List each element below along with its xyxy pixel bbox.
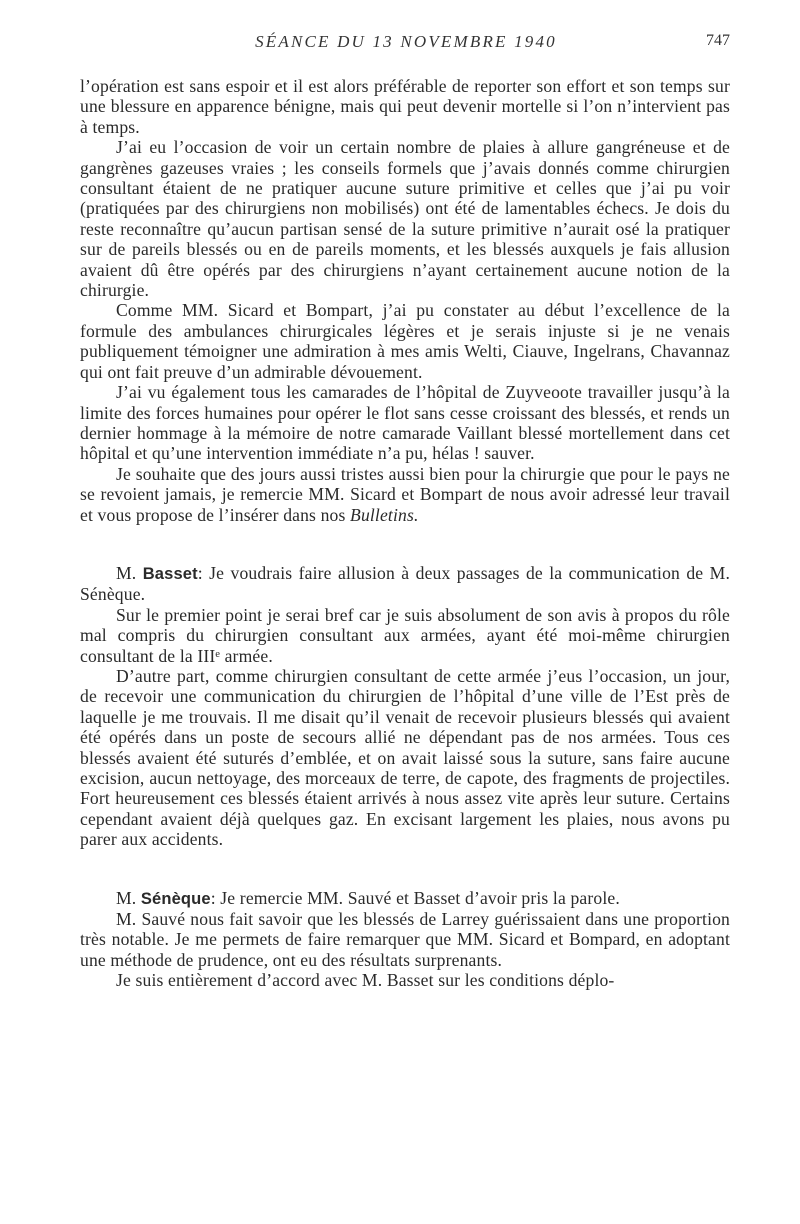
speaker-prefix: M. bbox=[116, 887, 141, 908]
page-body bbox=[80, 76, 730, 991]
paragraph-gangrene: J’ai eu l’occasion de voir un certain nombre de plaies à allure gangréneuse et de gangrènes gazeuses vraies ; les conseils formels que j’avais donnés comme chirurgien consultant étaient de ne pratiquer aucune suture primitive et celles que j’ai pu voir (pratiquées par des chirurgiens non mobilisés) ont été de lamentables échecs. Je dois du reste reconnaître qu’aucun partisan sensé de la suture primitive n’aurait osé la pratiquer sur de pareils blessés ou en de pareils moments, et les blessés auxquels je fais allusion avaient dû être opérés par des chirurgiens n’ayant certainement aucune notion de la chirurgie. bbox=[80, 137, 730, 301]
paragraph-zuyveoote: J’ai vu également tous les camarades de l’hôpital de Zuyveoote travailler jusqu’à la limite des forces humaines pour opérer le flot sans cesse croissant des blessés, et rends un dernier hommage à la mémoire de notre camarade Vaillant blessé mortellement dans cet hôpital et qu’une intervention immédiate n’a pu, hélas ! sauver. bbox=[80, 382, 730, 464]
speaker-name-seneque: Sénèque bbox=[140, 889, 211, 908]
running-title: SÉANCE DU 13 NOVEMBRE 1940 bbox=[255, 32, 557, 51]
paragraph-allied-post: D’autre part, comme chirurgien consultant de cette armée j’eus l’occasion, un jour, de recevoir une communication du chirurgien de l’hôpital d’une ville de l’Est près de laquelle je me trouvais. Il me disait qu’il venait de recevoir plusieurs blessés qui avaient été opérés dans un poste de secours allié ne dépendant pas de nos armées. Tous ces blessés avaient été suturés d’emblée, et on avait laissé sous la suture, sans faire aucune excision, aucun nettoyage, des morceaux de terre, de capote, des fragments de projectiles. Fort heureusement ces blessés étaient arrivés à nous assez vite après leur suture. Certains cependant avaient déjà quelques gaz. En excisant largement les plaies, nous avons pu parer aux accidents. bbox=[80, 665, 730, 850]
speech-seneque bbox=[80, 888, 730, 909]
paragraph-final: Je suis entièrement d’accord avec M. Basset sur les conditions déplo- bbox=[116, 970, 615, 991]
speaker-name-basset: Basset bbox=[142, 564, 198, 583]
journal-title: Bulletins. bbox=[350, 504, 419, 525]
paragraph-larrey: M. Sauvé nous fait savoir que les blessés de Larrey guérissaient dans une proportion très notable. Je me permets de faire remarquer que MM. Sicard et Bompard, en adoptant une méthode de prudence, ont eu des résultats surprenants. bbox=[80, 909, 730, 970]
page-header bbox=[82, 32, 730, 58]
speech-text-basset: : Je voudrais faire allusion à deux passages de la communication de M. Sénèque. bbox=[80, 562, 730, 605]
paragraph-consultant: Sur le premier point je serai bref car je suis absolument de son avis à propos du rôle mal compris du chirurgien consultant aux armées, ayant été moi-même chirurgien consultant de la IIIᵉ armée. bbox=[80, 604, 730, 666]
page-number: 747 bbox=[706, 32, 730, 49]
speech-text-seneque: : Je remercie MM. Sauvé et Basset d’avoir pris la parole. bbox=[210, 887, 620, 908]
speaker-prefix: M. bbox=[116, 562, 143, 583]
paragraph-ambulances: Comme MM. Sicard et Bompart, j’ai pu constater au début l’excellence de la formule des ambulances chirurgicales légères et je serais injuste si je ne venais publiquement témoigner une admiration à mes amis Welti, Ciauve, Ingelrans, Chavannaz qui ont fait preuve d’un admirable dévouement. bbox=[80, 300, 730, 382]
paragraph-conclusion bbox=[80, 464, 730, 525]
speech-basset bbox=[80, 563, 730, 605]
conclusion-text: Je souhaite que des jours aussi tristes aussi bien pour la chirurgie que pour le pays ne se revoient jamais, je remercie MM. Sicard et Bompart de nous avoir adressé leur travail et vous propose de l’insérer dans nos bbox=[80, 463, 730, 525]
paragraph-continuation: l’opération est sans espoir et il est alors préférable de reporter son effort et son temps sur une blessure en apparence bénigne, mais qui peut devenir mortelle si l’on n’intervient pas à temps. bbox=[80, 76, 730, 137]
